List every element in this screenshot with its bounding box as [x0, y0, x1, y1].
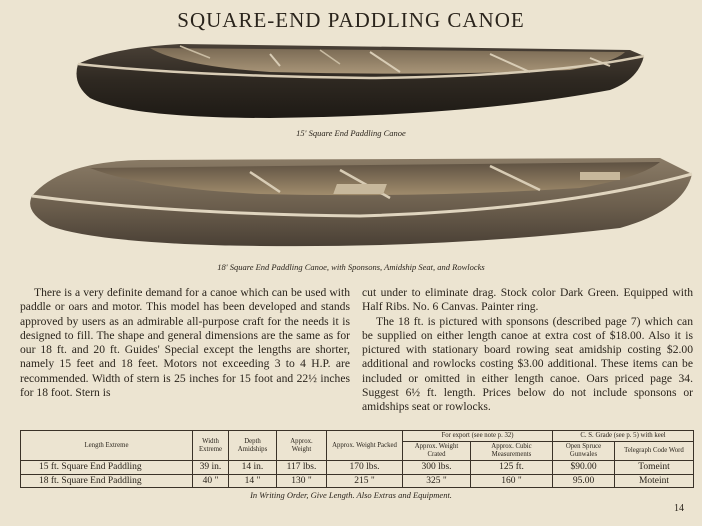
description-paragraph-1: cut under to eliminate drag. Stock color Dark Green. Equipped with Half Ribs. No. 6 Canvas. Painter ring.: [362, 286, 693, 314]
header-width: Width Extreme: [193, 431, 229, 461]
header-cubic-measurements: Approx. Cubic Measurements: [471, 442, 553, 461]
header-length: Length Extreme: [21, 431, 193, 461]
canoe-photo-15ft: [70, 36, 650, 122]
cell-length: 18 ft. Square End Paddling: [21, 474, 193, 488]
cell-width: 39 in.: [193, 461, 229, 475]
cell-crated: 300 lbs.: [403, 461, 471, 475]
cell-cubic: 125 ft.: [471, 461, 553, 475]
page-title: SQUARE-END PADDLING CANOE: [177, 8, 525, 32]
header-open-spruce-gunwales: Open Spruce Gunwales: [553, 442, 615, 461]
header-grade: C. S. Grade (see p. 5) with keel: [553, 431, 694, 442]
table-row: [21, 474, 694, 488]
caption-15ft-canoe: 15' Square End Paddling Canoe: [296, 128, 406, 138]
cell-packed: 215 ": [327, 474, 403, 488]
description-column-right: [362, 286, 693, 415]
table-header-row: [21, 431, 694, 442]
header-export: For export (see note p. 32): [403, 431, 553, 442]
header-telegraph-code: Telegraph Code Word: [615, 442, 694, 461]
description-paragraph-2: The 18 ft. is pictured with sponsons (described page 7) which can be supplied on either length canoe at extra cost of $18.00. Also it is pictured with stationary board rowing seat amidship costing $2.00 additional and rowlocks costing $3.00 additional. These items can be included or omitted in either length canoe. Oars priced page 34. Suggest 6½ ft. length. Prices below do not include sponsons or amidships seat or rowlocks.: [362, 314, 693, 414]
description-column-left: There is a very definite demand for a canoe which can be used with paddle or oars and motor. This model has been developed and stands approved by users as an admirable all-purpose craft for the needs it is designed to fill. The shape and general dimensions are the same as for our 18 ft. and 20 ft. Guides' Special except the lengths are shorter, namely 15 feet and 18 feet. Motors not exceeding 3 to 4 H.P. are recommended. Width of stern is 25 inches for 15 foot and 22½ inches for 18 foot. Stern is: [20, 286, 350, 400]
cell-code: Tomeint: [615, 461, 694, 475]
caption-18ft-canoe: 18' Square End Paddling Canoe, with Sponsons, Amidship Seat, and Rowlocks: [217, 262, 485, 272]
cell-weight: 130 ": [277, 474, 327, 488]
header-depth: Depth Amidships: [229, 431, 277, 461]
header-weight-packed: Approx. Weight Packed: [327, 431, 403, 461]
cell-price: $90.00: [553, 461, 615, 475]
page-number: 14: [674, 503, 684, 514]
header-weight-crated: Approx. Weight Crated: [403, 442, 471, 461]
header-weight: Approx. Weight: [277, 431, 327, 461]
cell-price: 95.00: [553, 474, 615, 488]
cell-cubic: 160 ": [471, 474, 553, 488]
cell-weight: 117 lbs.: [277, 461, 327, 475]
cell-crated: 325 ": [403, 474, 471, 488]
cell-packed: 170 lbs.: [327, 461, 403, 475]
cell-width: 40 ": [193, 474, 229, 488]
cell-length: 15 ft. Square End Paddling: [21, 461, 193, 475]
specifications-table: [20, 430, 694, 488]
cell-depth: 14 ": [229, 474, 277, 488]
canoe-photo-18ft: [20, 148, 700, 250]
table-row: [21, 461, 694, 475]
cell-code: Moteint: [615, 474, 694, 488]
cell-depth: 14 in.: [229, 461, 277, 475]
order-note: In Writing Order, Give Length. Also Extras and Equipment.: [250, 490, 452, 500]
